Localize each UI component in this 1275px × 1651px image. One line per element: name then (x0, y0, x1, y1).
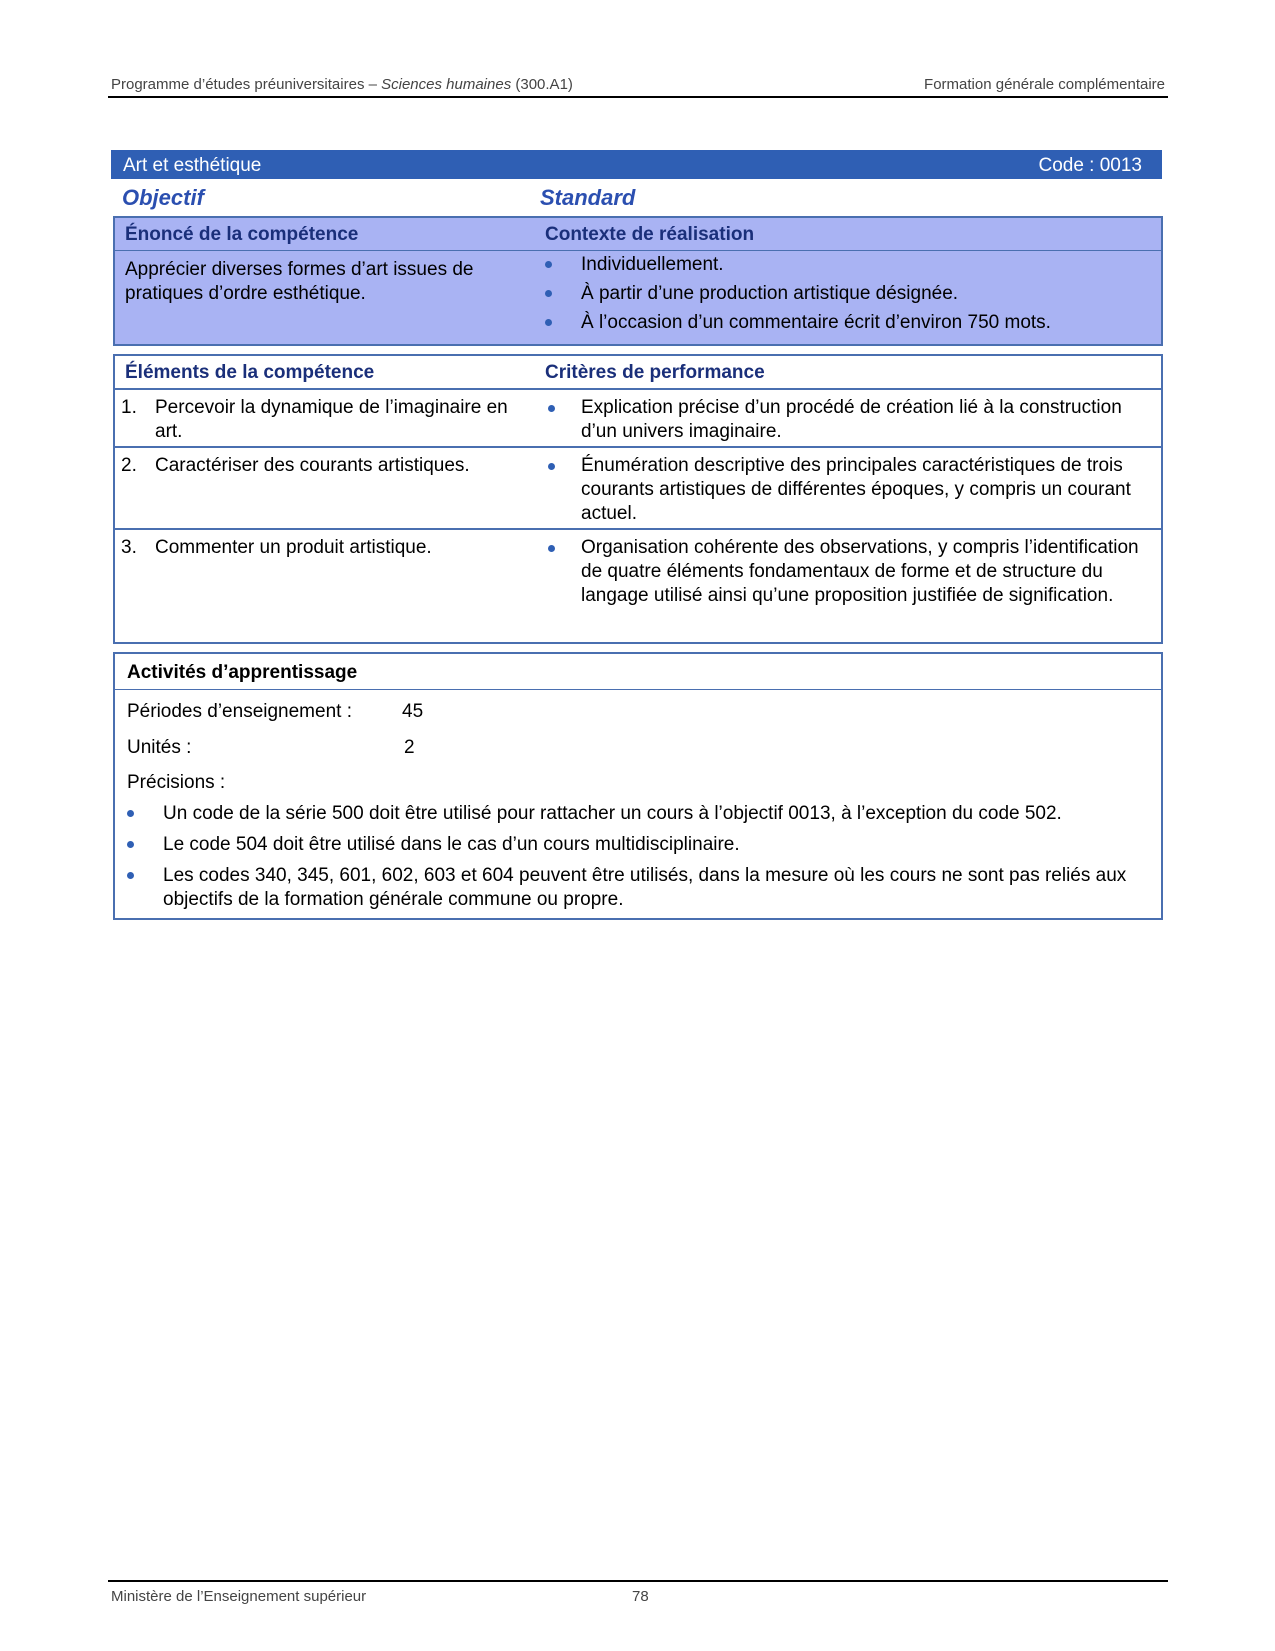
objectif-heading: Objectif (122, 185, 204, 210)
precision-item: Le code 504 doit être utilisé dans le cas d’un cours multidisciplinaire. (127, 833, 1147, 857)
element-number: 1. (121, 397, 137, 418)
page-number: 78 (632, 1588, 649, 1605)
periodes-label: Périodes d’enseignement : (127, 701, 352, 722)
element-number: 3. (121, 537, 137, 558)
competence-table: Énoncé de la compétence Contexte de réalisation Apprécier diverses formes d’art issues de pratiques d’ordre esthétique. Individuellement. À partir d’une production artistique désignée. À l’occasion d’un commentaire écrit d’environ 750 mots. (113, 216, 1163, 346)
activites-header-row (115, 654, 1161, 690)
activites-table (113, 652, 1163, 920)
footer-ministry: Ministère de l’Enseignement supérieur (111, 1588, 367, 1605)
header-rule (108, 96, 1168, 98)
bullet-icon (127, 872, 134, 879)
footer-rule (108, 1580, 1168, 1582)
precision-item: Un code de la série 500 doit être utilisé pour rattacher un cours à l’objectif 0013, à l’exception du code 502. (127, 802, 1147, 826)
critere-text: Organisation cohérente des observations, y compris l’identification de quatre éléments fondamentaux de forme et de structure du langage utilisé ainsi qu’une proposition justifiée de signification. (581, 537, 1139, 606)
activites-header: Activités d’apprentissage (127, 662, 358, 683)
bullet-icon (545, 319, 552, 326)
elements-table-header (115, 356, 1161, 388)
bullet-icon (545, 290, 552, 297)
unites-value: 2 (404, 737, 415, 758)
table-row (115, 446, 1161, 528)
critere-text: Énumération descriptive des principales caractéristiques de trois courants artistiques de différentes époques, y compris un courant actuel. (581, 455, 1131, 524)
critere-text: Explication précise d’un procédé de création lié à la construction d’un univers imaginaire. (581, 397, 1122, 442)
course-title: Art et esthétique (123, 155, 262, 176)
bullet-icon (548, 463, 555, 470)
course-title-bar (111, 150, 1162, 179)
course-code: Code : 0013 (1038, 155, 1142, 176)
contexte-header: Contexte de réalisation (545, 224, 755, 245)
periodes-value: 45 (402, 701, 424, 722)
section-title: Formation générale complémentaire (924, 76, 1165, 93)
competence-table-header (115, 218, 1161, 251)
bullet-icon (545, 261, 552, 268)
precisions-label: Précisions : (127, 772, 226, 793)
bullet-icon (548, 405, 555, 412)
element-text: Commenter un produit artistique. (155, 537, 432, 558)
bullet-icon (548, 545, 555, 552)
element-number: 2. (121, 455, 137, 476)
unites-label: Unités : (127, 737, 192, 758)
element-text: Percevoir la dynamique de l’imaginaire en art. (155, 397, 508, 442)
enonce-header: Énoncé de la compétence (125, 224, 359, 245)
elements-header: Éléments de la compétence (125, 362, 375, 383)
criteres-header: Critères de performance (545, 362, 765, 383)
standard-heading: Standard (540, 185, 636, 210)
enonce-text: Apprécier diverses formes d’art issues de pratiques d’ordre esthétique. (125, 259, 474, 304)
element-text: Caractériser des courants artistiques. (155, 455, 470, 476)
precision-item: Les codes 340, 345, 601, 602, 603 et 604 peuvent être utilisés, dans la mesure où les cours ne sont pas reliés aux objectifs de la formation générale commune ou propre. (127, 864, 1147, 912)
program-title: Programme d’études préuniversitaires – Sciences humaines (300.A1) (111, 76, 573, 93)
table-row (115, 528, 1161, 642)
bullet-icon (127, 841, 134, 848)
elements-table (113, 354, 1163, 644)
table-row (115, 388, 1161, 446)
bullet-icon (127, 810, 134, 817)
